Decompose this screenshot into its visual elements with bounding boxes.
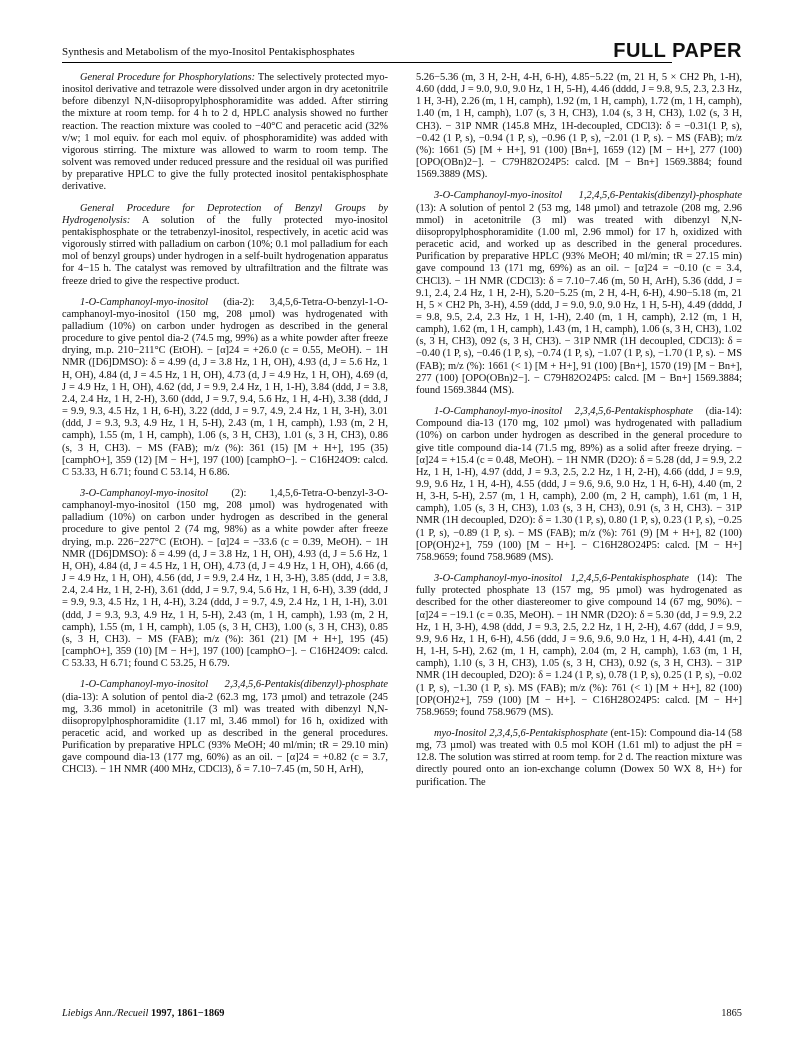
paragraph: [62, 488, 388, 670]
journal-name: Liebigs Ann./Recueil: [62, 1008, 149, 1019]
running-title: Synthesis and Metabolism of the myo-Inositol Pentakisphosphates: [62, 46, 355, 58]
page-number: 1865: [721, 1008, 742, 1019]
page-footer: [62, 1008, 742, 1022]
paragraph-heading: 1-O-Camphanoyl-myo-inositol 2,3,4,5,6-Pentakisphosphate: [434, 406, 694, 418]
paragraph-heading: General Procedure for Phosphorylations:: [80, 72, 256, 83]
right-column: [416, 72, 742, 798]
paragraph-heading: 3-O-Camphanoyl-myo-inositol 1,2,4,5,6-Pentakisphosphate: [434, 573, 689, 585]
header-rule: [62, 62, 672, 63]
paragraph-heading: myo-Inositol 2,3,4,5,6-Pentakisphosphate: [434, 727, 608, 739]
paragraph-body: (dia-13): A solution of pentol dia-2 (62.3 mg, 173 µmol) and tetrazole (245 mg, 3.36 mmol) in acetonitrile (3 ml) was treated with dibenzyl N,N-diisopropylphosphoramidite (1.17 ml, 3.46 mmol) for 16 h, oxidized with peracetic acid, and worked up as described in the general procedures. Purification by preparative HPLC (93% MeOH; 40 ml/min; tR = 29.10 min) gave compound dia-13 (177 mg, 60%) as an oil. − [α]24 = +0.82 (c = 3.7, CHCl3). − 1H NMR (400 MHz, CDCl3), δ = 7.10−7.45 (m, 50 H, ArH),: [62, 691, 388, 776]
paragraph-body: (dia-14): Compound dia-13 (170 mg, 102 µmol) was hydrogenated with palladium (10%) on carbon under hydrogen as described in the general procedure to give title compound dia-14 (71.5 mg, 89%) as a solid after freeze drying. − [α]24 = +15.4 (c = 0.48, MeOH). − 1H NMR (D2O): δ = 5.28 (dd, J = 9.9, 2.2 Hz, 1 H, 1-H), 4.97 (ddd, J = 9.3, 2.5, 2.2 Hz, 1 H, 2-H), 4.66 (ddd, J = 9.9, 9.9, 9.6 Hz, 1 H, 4-H), 4.55 (ddd, J = 9.6, 9.6, 9.0 Hz, 1 H, 6-H), 4.40 (m, 2 H, 3-H, 5-H), 2.57 (m, 1 H, camph), 2.00 (m, 2 H, camph), 1.61 (m, 1 H, camph), 1.05 (s, 3 H, CH3), 1.03 (s, 3 H, CH3), 0.91 (s, 3 H, CH3). − 31P NMR (1H decoupled, D2O): δ = 1.30 (1 P, s), 0.80 (1 P, s), 0.23 (1 P, s), −0.25 (1 P, s), −0.89 (1 P, s). − MS (FAB); m/z (%): 761 (9) [M + H+], 82 (100) [OP(OH)2+], 759 (100) [M − H+]. − C16H28O24P5: calcd. [M − H+] 758.9659; found 758.9689 (MS).: [416, 406, 742, 563]
paragraph-body: (ent-15): Compound dia-14 (58 mg, 73 µmol) was treated with 0.5 mol KOH (1.61 ml) to adjust the pH = 12.8. The solution was stirred at room temp. for 2 d. The reaction mixture was directly poured onto an ion-exchange column (Dowex 50 WX 8, H+) for purification. The: [416, 727, 742, 788]
paragraph: [62, 72, 388, 194]
page-header: [62, 40, 742, 64]
journal-citation: [62, 1008, 224, 1019]
paragraph-body: (dia-2): 3,4,5,6-Tetra-O-benzyl-1-O-camphanoyl-myo-inositol (150 mg, 208 µmol) was hydrogenated with palladium (10%) on carbon under hydrogen as described in the general procedure to give pentol dia-2 (74.5 mg, 99%) as a white powder after freeze drying, m.p. 210−211°C (EtOH). − [α]24 = +26.0 (c = 0.55, MeOH). − 1H NMR ([D6]DMSO): δ = 4.99 (d, J = 3.8 Hz, 1 H, OH), 4.93 (d, J = 5.6 Hz, 1 H, OH), 4.84 (d, J = 4.5 Hz, 1 H, OH), 4.73 (d, J = 4.9 Hz, 1 H, OH), 4.69 (d, J = 4.9 Hz, 1 H, OH), 4.62 (dd, J = 9.9, 2.4 Hz, 1 H, 1-H), 3.84 (ddd, J = 3.8, 2.4, 2.4 Hz, 1 H, 2-H), 3.60 (ddd, J = 9.7, 9.4, 5.6 Hz, 1 H, 4-H), 3.38 (ddd, J = 9.9, 9.3, 4.5 Hz, 1 H, 6-H), 3.22 (ddd, J = 9.7, 4.9, 2.4 Hz, 1 H, 3-H), 3.01 (ddd, J = 9.3, 9.3, 4.9 Hz, 1 H, 5-H), 2.43 (m, 1 H, camph), 1.93 (m, 2 H, camph), 1.55 (m, 1 H, camph), 1.06 (s, 3 H, CH3), 1.01 (s, 3 H, CH3), 0.86 (s, 3 H, CH3). − MS (FAB); m/z (%): 361 (15) [M + H+], 195 (35) [camphO+], 359 (12) [M − H+], 197 (100) [camphO−]. − C16H24O9: calcd. C 53.33, H 6.71; found C 53.14, H 6.86.: [62, 296, 388, 478]
paragraph: [62, 679, 388, 776]
left-column: [62, 72, 388, 786]
paragraph: [416, 406, 742, 564]
paragraph-body: (13): A solution of pentol 2 (53 mg, 148 µmol) and tetrazole (208 mg, 2.96 mmol) in acetonitrile (3 ml) was treated with dibenzyl N,N-diisopropylphosphoramidite (1.00 ml, 2.96 mmol) for 17 h, oxidized with peracetic acid, and worked up as described in the general procedures. Purification by preparative HPLC (93% MeOH; 40 ml/min; tR = 27.15 min) gave compound 13 (171 mg, 69%) as an oil. − [α]24 = −0.10 (c = 3.4, CHCl3). − 1H NMR (CDCl3): δ = 7.10−7.46 (m, 50 H, ArH), 5.36 (ddd, J = 9.1, 2.4, 2.4 Hz, 1 H, 2-H), 5.20−5.25 (m, 2 H, 4-H, 6-H), 4.90−5.18 (m, 21 H, 5 × CH2 Ph, 3-H), 4.59 (ddd, J = 9.0, 9.0, 9.0 Hz, 1 H, 5-H), 4.49 (dddd, J = 9.8, 9.5, 2.4, 2.3 Hz, 1 H, 1-H), 2.40 (m, 1 H, camph), 2.12 (m, 1 H, camph), 1.62 (m, 1 H, camph), 1.43 (m, 1 H, camph), 1.06 (s, 3 H, CH3), 1.02 (s, 3 H, CH3), 092 (s, 3 H, CH3). − 31P NMR (1H decoupled, CDCl3): δ = −0.40 (1 P, s), −0.46 (1 P, s), −0.74 (1 P, s), −1.07 (1 P, s), −1.70 (1 P, s). − MS (FAB); m/z (%): 1661 (< 1) [M + H+], 91 (100) [Bn+], 1570 (19) [M − Bn+], 277 (100) [OPO(OBn)2−]. − C79H82O24P5: calcd. [M − Bn+] 1569.3884; found 1569.3844 (MS).: [416, 202, 742, 396]
paragraph-body: 5.26−5.36 (m, 3 H, 2-H, 4-H, 6-H), 4.85−5.22 (m, 21 H, 5 × CH2 Ph, 1-H), 4.60 (ddd, J = 9.0, 9.0, 9.0 Hz, 1 H, 5-H), 4.46 (dddd, J = 9.8, 9.5, 2.3, 2.3 Hz, 1 H, 3-H), 2.26 (m, 1 H, camph), 1.92 (m, 1 H, camph), 1.72 (m, 1 H, camph), 1.40 (m, 1 H, camph), 1.07 (s, 3 H, CH3), 1.04 (s, 3 H, CH3), 1.02 (s, 3 H, CH3). − 31P NMR (145.8 MHz, 1H-decoupled, CDCl3): δ = −0.31(1 P, s), −0.42 (1 P, s), −0.94 (1 P, s), −0.96 (1 P, s), −2.01 (1 P, s). − MS (FAB); m/z (%): 1661 (5) [M + H+], 91 (100) [Bn+], 1659 (12) [M − H+], 277 (100) [OPO(OBn)2−]. − C79H82O24P5: calcd. [M − Bn+] 1569.3884; found 1569.3889 (MS).: [416, 72, 742, 181]
paragraph-heading: 3-O-Camphanoyl-myo-inositol: [80, 488, 209, 499]
paragraph: [416, 72, 742, 181]
paragraph: [62, 297, 388, 479]
paragraph-body: (14): The fully protected phosphate 13 (157 mg, 95 µmol) was hydrogenated as described for the other diastereomer to give compound 14 (67 mg, 90%). − [α]24 = −19.1 (c = 0.35, MeOH). − 1H NMR (D2O): δ = 5.30 (dd, J = 9.9, 2.2 Hz, 1 H, 3-H), 4.98 (ddd, J = 9.3, 2.5, 2.2 Hz, 1 H, 2-H), 4.67 (ddd, J = 9.9, 9.9, 9.6 Hz, 1 H, 6-H), 4.56 (ddd, J = 9.6, 9.6, 9.0 Hz, 1 H, 4-H), 4.41 (m, 2 H, 1-H, 5-H), 2.62 (m, 1 H, camph), 2.04 (m, 2 H, camph), 1.63 (m, 1 H, camph), 1.10 (s, 3 H, CH3), 1.05 (s, 3 H, CH3), 0.92 (s, 3 H, CH3). − 31P NMR (1H decoupled, D2O): δ = 1.24 (1 P, s), 0.78 (1 P, s), 0.25 (1 P, s), −0.02 (1 P, s), −1.30 (1 P, s). MS (FAB); m/z (%): 761 (< 1) [M + H+], 82 (100) [OP(OH)2+], 759 (100) [M − H+]. − C16H28O24P5: calcd. [M − H+] 758.9659; found 758.9679 (MS).: [416, 573, 742, 718]
paragraph-body: A solution of the fully protected myo-inositol pentakisphosphate or the tetrabenzyl-inositol, respectively, in acetic acid was vigorously stirred with palladium on carbon (10%; 0.1 mol palladium for each mol of benzyl groups) under hydrogen in a self-built hydrogenation apparatus for 4−15 h. The catalyst was removed by ultrafiltration and the filtrate was freeze dried to give the respective product.: [62, 214, 388, 287]
section-label: FULL PAPER: [613, 40, 742, 62]
paragraph-body: (2): 1,4,5,6-Tetra-O-benzyl-3-O-camphanoyl-myo-inositol (150 mg, 208 µmol) was hydrogenated with palladium (10%) on carbon under hydrogen as described in the general procedure to give pentol 2 (74 mg, 98%) as a white powder after freeze drying, m.p. 226−227°C (EtOH). − [α]24 = −33.6 (c = 0.39, MeOH). − 1H NMR ([D6]DMSO): δ = 4.99 (d, J = 3.8 Hz, 1 H, OH), 4.93 (d, J = 5.6 Hz, 1 H, OH), 4.84 (d, J = 4.5 Hz, 1 H, OH), 4.73 (d, J = 4.9 Hz, 1 H, OH), 4.66 (d, J = 4.9 Hz, 1 H, OH), 4.56 (dd, J = 9.9, 2.4 Hz, 1 H, 3-H), 3.85 (ddd, J = 3.8, 2.4, 2.4 Hz, 1 H, 2-H), 3.61 (ddd, J = 9.7, 9.4, 5.6 Hz, 1 H, 6-H), 3.39 (ddd, J = 9.9, 9.3, 4.5 Hz, 1 H, 4-H), 3.24 (ddd, J = 9.7, 4.9, 2.4 Hz, 1 H, 1-H), 3.01 (ddd, J = 9.3, 9.3, 4.9 Hz, 1 H, 5-H), 2.43 (m, 1 H, camph), 1.93 (m, 2 H, camph), 1.55 (m, 1 H, camph), 1.05 (s, 3 H, CH3), 1.00 (s, 3 H, CH3), 0.85 (s, 3 H, CH3). − MS (FAB); m/z (%): 361 (21) [M + H+], 195 (45) [camphO+], 359 (10) [M − H+], 197 (100) [camphO−]. − C16H24O9: calcd. C 53.33, H 6.71; found C 53.25, H 6.79.: [62, 488, 388, 670]
paragraph-heading: 3-O-Camphanoyl-myo-inositol 1,2,4,5,6-Pentakis(dibenzyl)-phosphate: [434, 190, 742, 202]
paragraph: [416, 190, 742, 397]
paragraph: [62, 203, 388, 288]
paragraph-heading: 1-O-Camphanoyl-myo-inositol 2,3,4,5,6-Pentakis(dibenzyl)-phosphate: [80, 679, 388, 691]
paragraph-heading: 1-O-Camphanoyl-myo-inositol: [80, 296, 209, 308]
paragraph: [416, 728, 742, 789]
paragraph: [416, 573, 742, 719]
paragraph-body: The selectively protected myo-inositol derivative and tetrazole were dissolved under argon in dry acetonitrile before dibenzyl N,N-diisopropylphosphoramidite was added. After stirring the mixture at room temp. for 4 h to 2 d, HPLC analysis showed no further reaction. The reaction mixture was cooled to −40°C and peracetic acid (32% v/w; 1 mol equiv. for each mol equiv. of phosphoramidite) was added with vigorous stirring. The mixture was allowed to warm to room temp. The solvent was removed under reduced pressure and the residual oil was purified by preparative HPLC to give the fully protected inositol pentakisphosphate derivative.: [62, 72, 389, 193]
paragraph-heading: General Procedure for Deprotection of Benzyl Groups by Hydrogenolysis:: [62, 202, 388, 226]
journal-year-pages: 1997, 1861−1869: [151, 1008, 225, 1019]
